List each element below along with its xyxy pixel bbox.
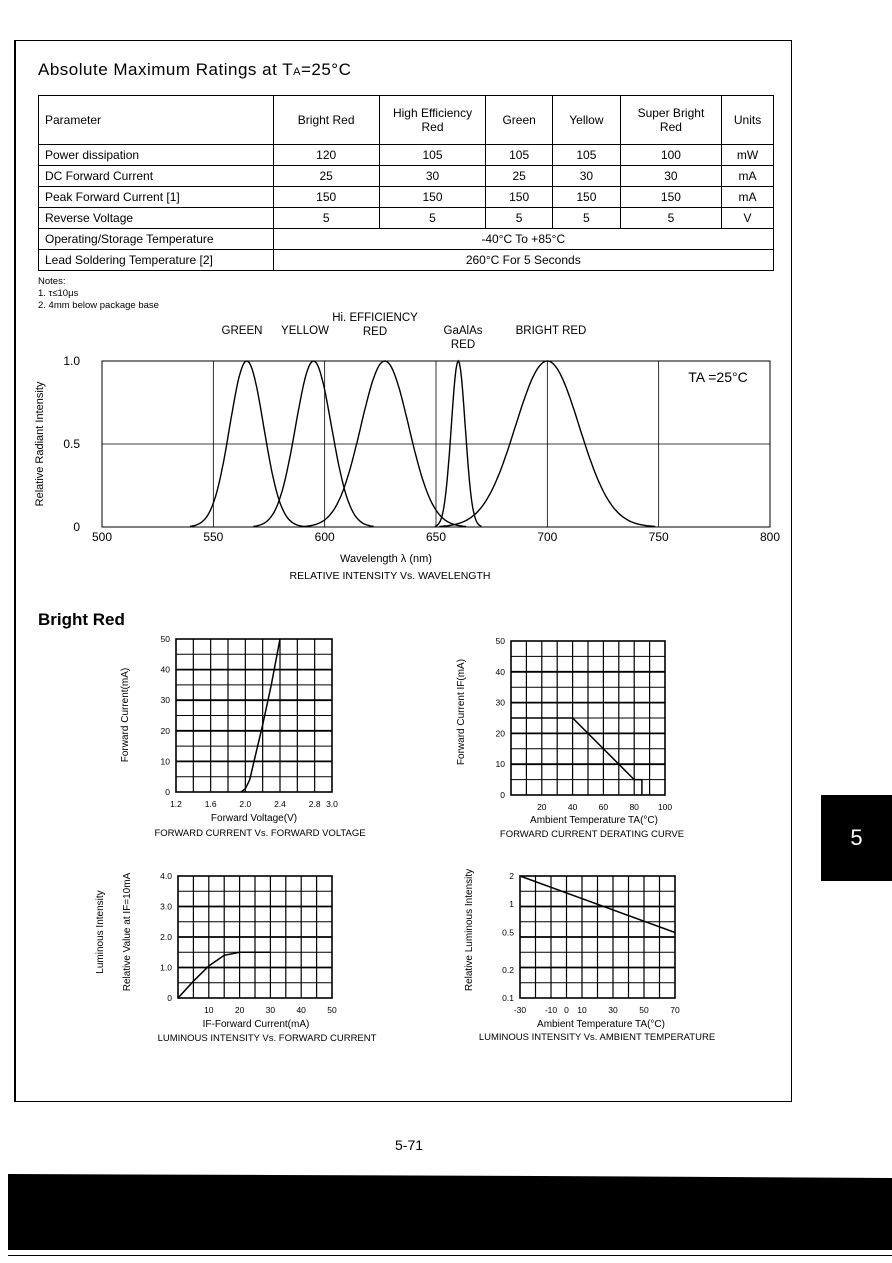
chart1-series-label: Hi. EFFICIENCY <box>332 312 418 324</box>
chart1-annotation: TA =25°C <box>688 369 748 385</box>
chart1-x-tick-label: 800 <box>759 530 781 544</box>
cell-value: 120 <box>273 145 379 166</box>
cell-value: 150 <box>553 187 621 208</box>
chart1-x-tick-label: 600 <box>314 530 335 544</box>
chart5-x-tick-label: -30 <box>513 1005 527 1015</box>
cell-unit: V <box>722 208 774 229</box>
chart4-y-axis-label: Relative Value at IF=10mA <box>122 872 133 992</box>
chart1-y-tick-label: 1.0 <box>63 354 80 368</box>
header-green: Green <box>486 96 553 145</box>
chart2-x-tick-label: 2.8 <box>308 799 321 809</box>
row-param: Reverse Voltage <box>39 208 274 229</box>
cell-value: 5 <box>273 208 379 229</box>
chart4-y-tick-label: 1.0 <box>160 962 172 973</box>
header-yellow: Yellow <box>553 96 621 145</box>
chart3-y-tick-label: 0 <box>500 790 505 800</box>
subsection-title: Bright Red <box>38 610 125 629</box>
chart4-y-tick-label: 4.0 <box>160 871 172 881</box>
chart4-y-axis-label: Luminous Intensity <box>95 890 106 974</box>
chart4-y-tick-label: 0 <box>167 993 172 1003</box>
chart1-x-tick-label: 700 <box>537 530 558 544</box>
chart2-y-tick-label: 50 <box>160 634 170 644</box>
chart3-x-tick-label: 80 <box>629 802 639 812</box>
chart4-x-tick-label: 30 <box>265 1005 276 1015</box>
chart3-title: FORWARD CURRENT DERATING CURVE <box>499 829 685 840</box>
cell-value: 105 <box>379 145 485 166</box>
cell-value: 5 <box>486 208 553 229</box>
chart3-y-tick-label: 10 <box>495 759 505 770</box>
chart5-y-tick-label: 2 <box>509 871 514 881</box>
cell-value: 105 <box>486 145 553 166</box>
chart1-series-label: RED <box>450 339 476 351</box>
chart3-x-tick-label: 60 <box>598 802 609 812</box>
page-number: 5-71 <box>395 1137 424 1153</box>
chart1-y-tick-label: 0 <box>73 520 80 534</box>
chart1-x-tick-label: 750 <box>648 530 669 544</box>
chart1-series-label: RED <box>362 326 388 338</box>
chart3-y-tick-label: 30 <box>495 697 505 708</box>
chart1-x-tick-label: 500 <box>91 530 113 544</box>
row-param: Lead Soldering Temperature [2] <box>39 250 274 271</box>
cell-value: 30 <box>620 166 721 187</box>
cell-span-value: 260°C For 5 Seconds <box>273 250 773 271</box>
cell-span-value: -40°C To +85°C <box>273 229 773 250</box>
chart5-y-tick-label: 0.1 <box>502 993 514 1003</box>
cell-value: 150 <box>379 187 485 208</box>
chart5-title: LUMINOUS INTENSITY Vs. AMBIENT TEMPERATURE <box>478 1032 716 1043</box>
header-high-efficiency-red: High Efficiency Red <box>379 96 485 145</box>
chart3-series-line <box>511 718 642 795</box>
chart5-y-tick-label: 0.5 <box>502 927 514 938</box>
section-title: Absolute Maximum Ratings at TA=25°C <box>38 60 352 79</box>
chart3-y-axis-label: Forward Current IF(mA) <box>456 658 467 766</box>
chart1-x-tick-label: 650 <box>425 530 447 544</box>
notes-heading: Notes: <box>38 276 66 287</box>
chart2-x-tick-label: 3.0 <box>326 799 338 809</box>
chart3-y-tick-label: 40 <box>495 666 505 677</box>
cell-unit: mA <box>722 187 774 208</box>
header-units: Units <box>722 96 774 145</box>
chart1-title: RELATIVE INTENSITY Vs. WAVELENGTH <box>289 570 491 582</box>
chart4-x-tick-label: 40 <box>296 1005 306 1015</box>
chart4-title: LUMINOUS INTENSITY Vs. FORWARD CURRENT <box>157 1033 377 1044</box>
cell-value: 5 <box>379 208 485 229</box>
cell-value: 30 <box>379 166 485 187</box>
chart2-x-axis-label: Forward Voltage(V) <box>210 813 298 824</box>
chart5-y-tick-label: 1 <box>509 899 514 910</box>
chart2-y-tick-label: 20 <box>160 725 170 736</box>
cell-unit: mA <box>722 166 774 187</box>
chart4-y-tick-label: 2.0 <box>160 932 172 942</box>
chart1-series-label: BRIGHT RED <box>515 325 587 337</box>
chart2-y-tick-label: 10 <box>160 756 170 767</box>
chart1-series-label: GaAlAs <box>443 325 483 337</box>
chart4-y-tick-label: 3.0 <box>160 901 172 912</box>
chart5-y-axis-label: Relative Luminous Intensity <box>464 868 475 992</box>
chart5-x-tick-label: 50 <box>639 1005 649 1015</box>
chart1-x-tick-label: 550 <box>203 530 224 544</box>
header-bright-red: Bright Red <box>273 96 379 145</box>
chart3-x-tick-label: 40 <box>567 802 578 812</box>
chart2-title: FORWARD CURRENT Vs. FORWARD VOLTAGE <box>154 828 366 839</box>
chart3-x-axis-label: Ambient Temperature TA(°C) <box>530 815 658 826</box>
cell-value: 25 <box>273 166 379 187</box>
chart2-x-tick-label: 1.6 <box>204 799 217 809</box>
row-param: Power dissipation <box>39 145 274 166</box>
chart2-x-tick-label: 2.4 <box>274 799 286 809</box>
header-parameter: Parameter <box>39 96 274 145</box>
chart5-x-tick-label: 30 <box>608 1005 618 1015</box>
chart4-x-tick-label: 50 <box>327 1005 337 1015</box>
row-param: Peak Forward Current [1] <box>39 187 274 208</box>
chart3-y-tick-label: 20 <box>495 728 505 739</box>
cell-value: 150 <box>273 187 379 208</box>
chart2-y-tick-label: 0 <box>165 787 170 797</box>
chart2-x-tick-label: 1.2 <box>170 799 182 809</box>
chart2-x-tick-label: 2.0 <box>239 799 252 809</box>
row-param: DC Forward Current <box>39 166 274 187</box>
chart5-x-tick-label: 0 <box>564 1005 569 1015</box>
chart1-series-label: GREEN <box>221 325 263 337</box>
cell-value: 105 <box>553 145 621 166</box>
chart5-x-tick-label: -10 <box>544 1005 558 1015</box>
chart3-y-tick-label: 50 <box>495 636 505 646</box>
cell-value: 100 <box>620 145 721 166</box>
chart5-y-tick-label: 0.2 <box>502 964 514 975</box>
header-super-bright-red: Super Bright Red <box>620 96 721 145</box>
cell-value: 30 <box>553 166 621 187</box>
scan-bottom-line <box>8 1255 892 1256</box>
chart3-x-tick-label: 20 <box>537 802 547 812</box>
cell-value: 5 <box>553 208 621 229</box>
chart2-y-tick-label: 40 <box>160 664 170 675</box>
cell-value: 150 <box>486 187 553 208</box>
cell-value: 150 <box>620 187 721 208</box>
chart3-x-tick-label: 100 <box>657 802 673 812</box>
chart5-x-tick-label: 70 <box>670 1005 680 1015</box>
scan-bottom-band <box>8 1180 892 1250</box>
chart1-x-axis-label: Wavelength λ (nm) <box>340 553 432 565</box>
section-side-tab: 5 <box>821 795 892 881</box>
row-param: Operating/Storage Temperature <box>39 229 274 250</box>
chart5-x-tick-label: 10 <box>577 1005 587 1015</box>
chart1-y-tick-label: 0.5 <box>63 437 80 451</box>
chart5-x-axis-label: Ambient Temperature TA(°C) <box>537 1019 665 1030</box>
cell-value: 5 <box>620 208 721 229</box>
chart2-y-tick-label: 30 <box>160 695 170 706</box>
chart2-y-axis-label: Forward Current(mA) <box>120 667 131 763</box>
chart1-series-label: YELLOW <box>281 325 329 337</box>
cell-unit: mW <box>722 145 774 166</box>
note-item: 1. τ≤10μs <box>38 288 79 299</box>
chart4-x-tick-label: 10 <box>204 1005 214 1015</box>
chart1-y-axis-label: Relative Radiant Intensity <box>34 381 46 507</box>
cell-value: 25 <box>486 166 553 187</box>
chart4-x-tick-label: 20 <box>234 1005 245 1015</box>
chart4-x-axis-label: IF-Forward Current(mA) <box>202 1019 310 1030</box>
note-item: 2. 4mm below package base <box>38 300 159 311</box>
